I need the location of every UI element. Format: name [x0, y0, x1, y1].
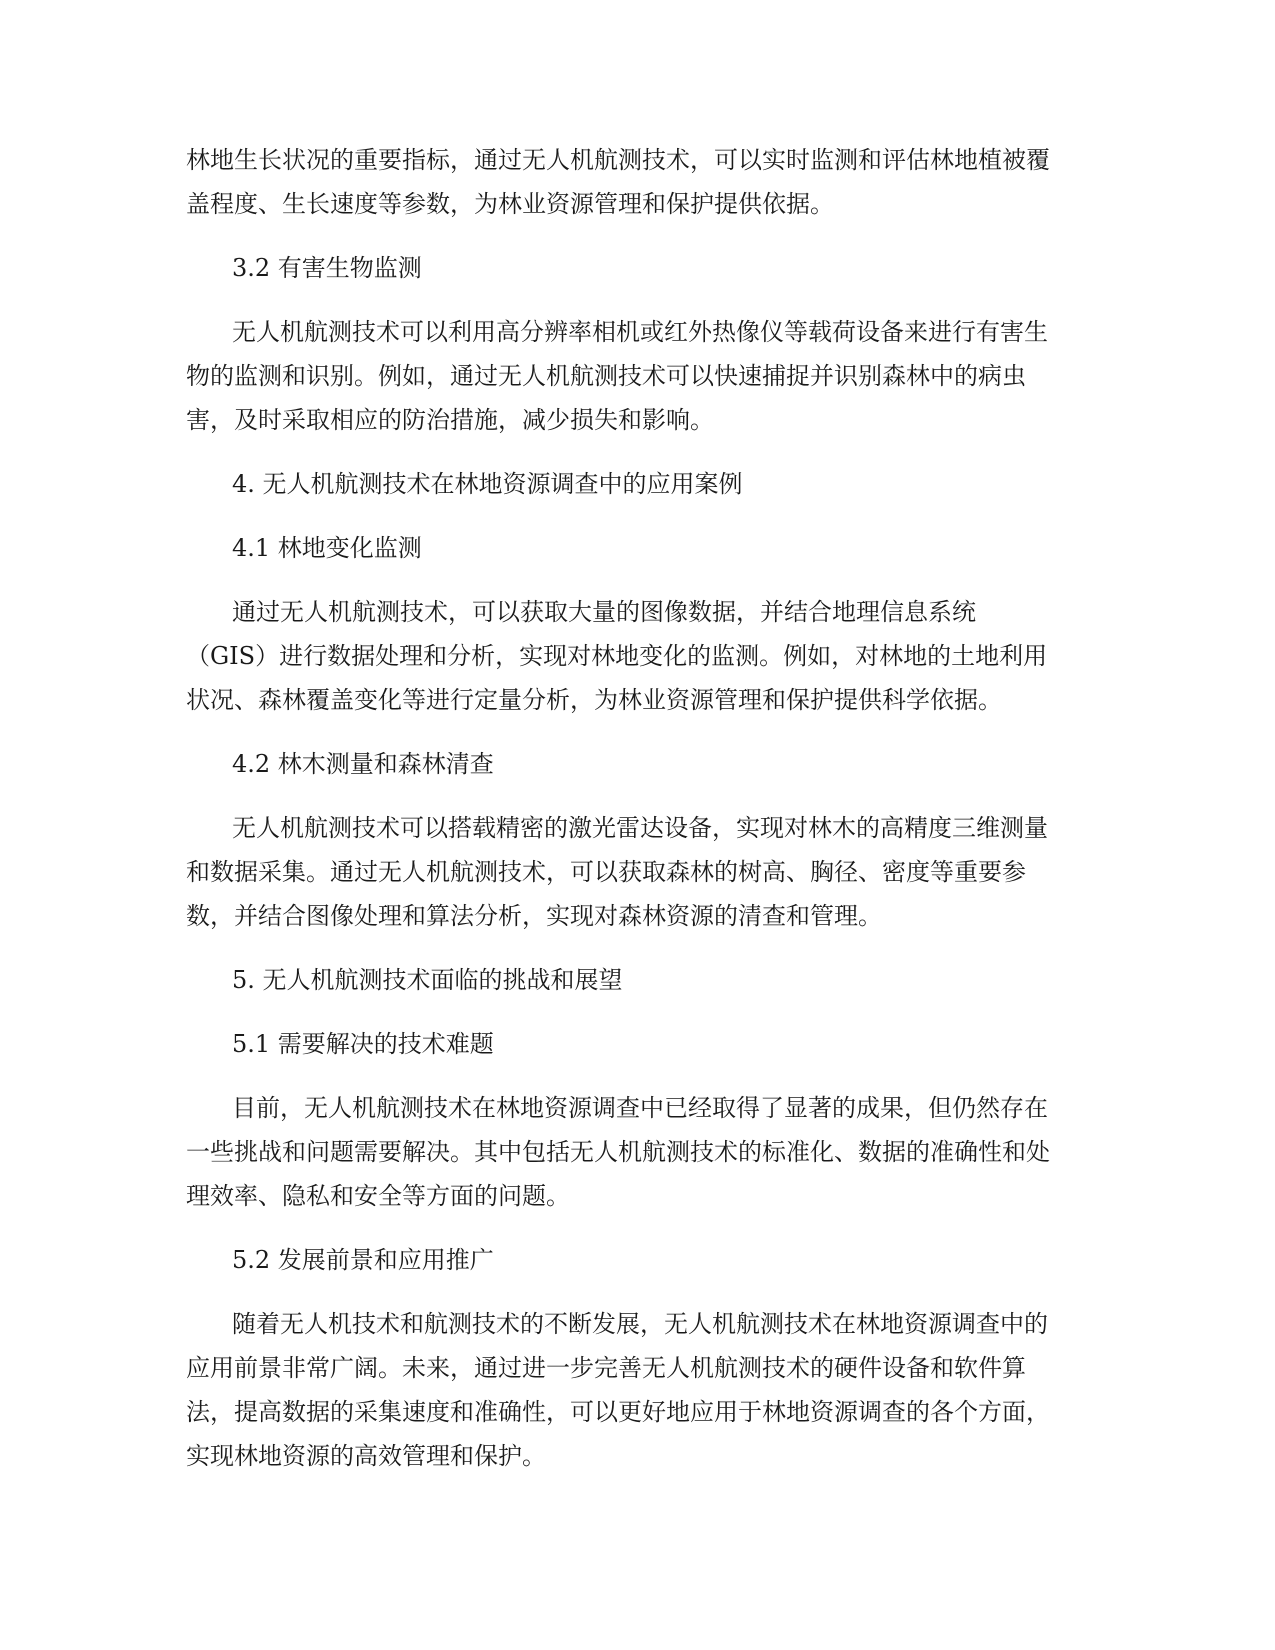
text-line: 和数据采集。通过无人机航测技术，可以获取森林的树高、胸径、密度等重要参: [186, 858, 1026, 886]
text-line: 一些挑战和问题需要解决。其中包括无人机航测技术的标准化、数据的准确性和处: [186, 1138, 1050, 1166]
heading-5: 5. 无人机航测技术面临的挑战和展望: [232, 966, 623, 994]
text-line: 害，及时采取相应的防治措施，减少损失和影响。: [186, 406, 714, 434]
text-line: 林地生长状况的重要指标，通过无人机航测技术，可以实时监测和评估林地植被覆: [186, 146, 1050, 174]
paragraph-5-2: [186, 1302, 1086, 1478]
text-line: （GIS）进行数据处理和分析，实现对林地变化的监测。例如，对林地的土地利用: [186, 642, 1048, 670]
heading-4: 4. 无人机航测技术在林地资源调查中的应用案例: [232, 470, 743, 498]
paragraph-5-1: [186, 1086, 1086, 1218]
paragraph-4-1: [186, 590, 1086, 722]
text-line: 实现林地资源的高效管理和保护。: [186, 1442, 546, 1470]
paragraph-3-2: [186, 310, 1086, 442]
heading-5-2: 5.2 发展前景和应用推广: [232, 1246, 494, 1274]
document-page: [186, 138, 1086, 1478]
text-line: 应用前景非常广阔。未来，通过进一步完善无人机航测技术的硬件设备和软件算: [186, 1354, 1026, 1382]
paragraph-intro: [186, 138, 1086, 226]
text-line: 盖程度、生长速度等参数，为林业资源管理和保护提供依据。: [186, 190, 834, 218]
text-line: 目前，无人机航测技术在林地资源调查中已经取得了显著的成果，但仍然存在: [232, 1094, 1048, 1122]
text-line: 无人机航测技术可以利用高分辨率相机或红外热像仪等载荷设备来进行有害生: [232, 318, 1048, 346]
text-line: 数，并结合图像处理和算法分析，实现对森林资源的清查和管理。: [186, 902, 882, 930]
heading-3-2: 3.2 有害生物监测: [232, 254, 422, 282]
heading-4-1: 4.1 林地变化监测: [232, 534, 422, 562]
heading-4-2: 4.2 林木测量和森林清查: [232, 750, 494, 778]
text-line: 法，提高数据的采集速度和准确性，可以更好地应用于林地资源调查的各个方面，: [186, 1398, 1050, 1426]
text-line: 理效率、隐私和安全等方面的问题。: [186, 1182, 570, 1210]
text-line: 无人机航测技术可以搭载精密的激光雷达设备，实现对林木的高精度三维测量: [232, 814, 1048, 842]
text-line: 状况、森林覆盖变化等进行定量分析，为林业资源管理和保护提供科学依据。: [186, 686, 1002, 714]
heading-5-1: 5.1 需要解决的技术难题: [232, 1030, 494, 1058]
paragraph-4-2: [186, 806, 1086, 938]
text-line: 通过无人机航测技术，可以获取大量的图像数据，并结合地理信息系统: [232, 598, 976, 626]
text-line: 物的监测和识别。例如，通过无人机航测技术可以快速捕捉并识别森林中的病虫: [186, 362, 1026, 390]
text-line: 随着无人机技术和航测技术的不断发展，无人机航测技术在林地资源调查中的: [232, 1310, 1048, 1338]
